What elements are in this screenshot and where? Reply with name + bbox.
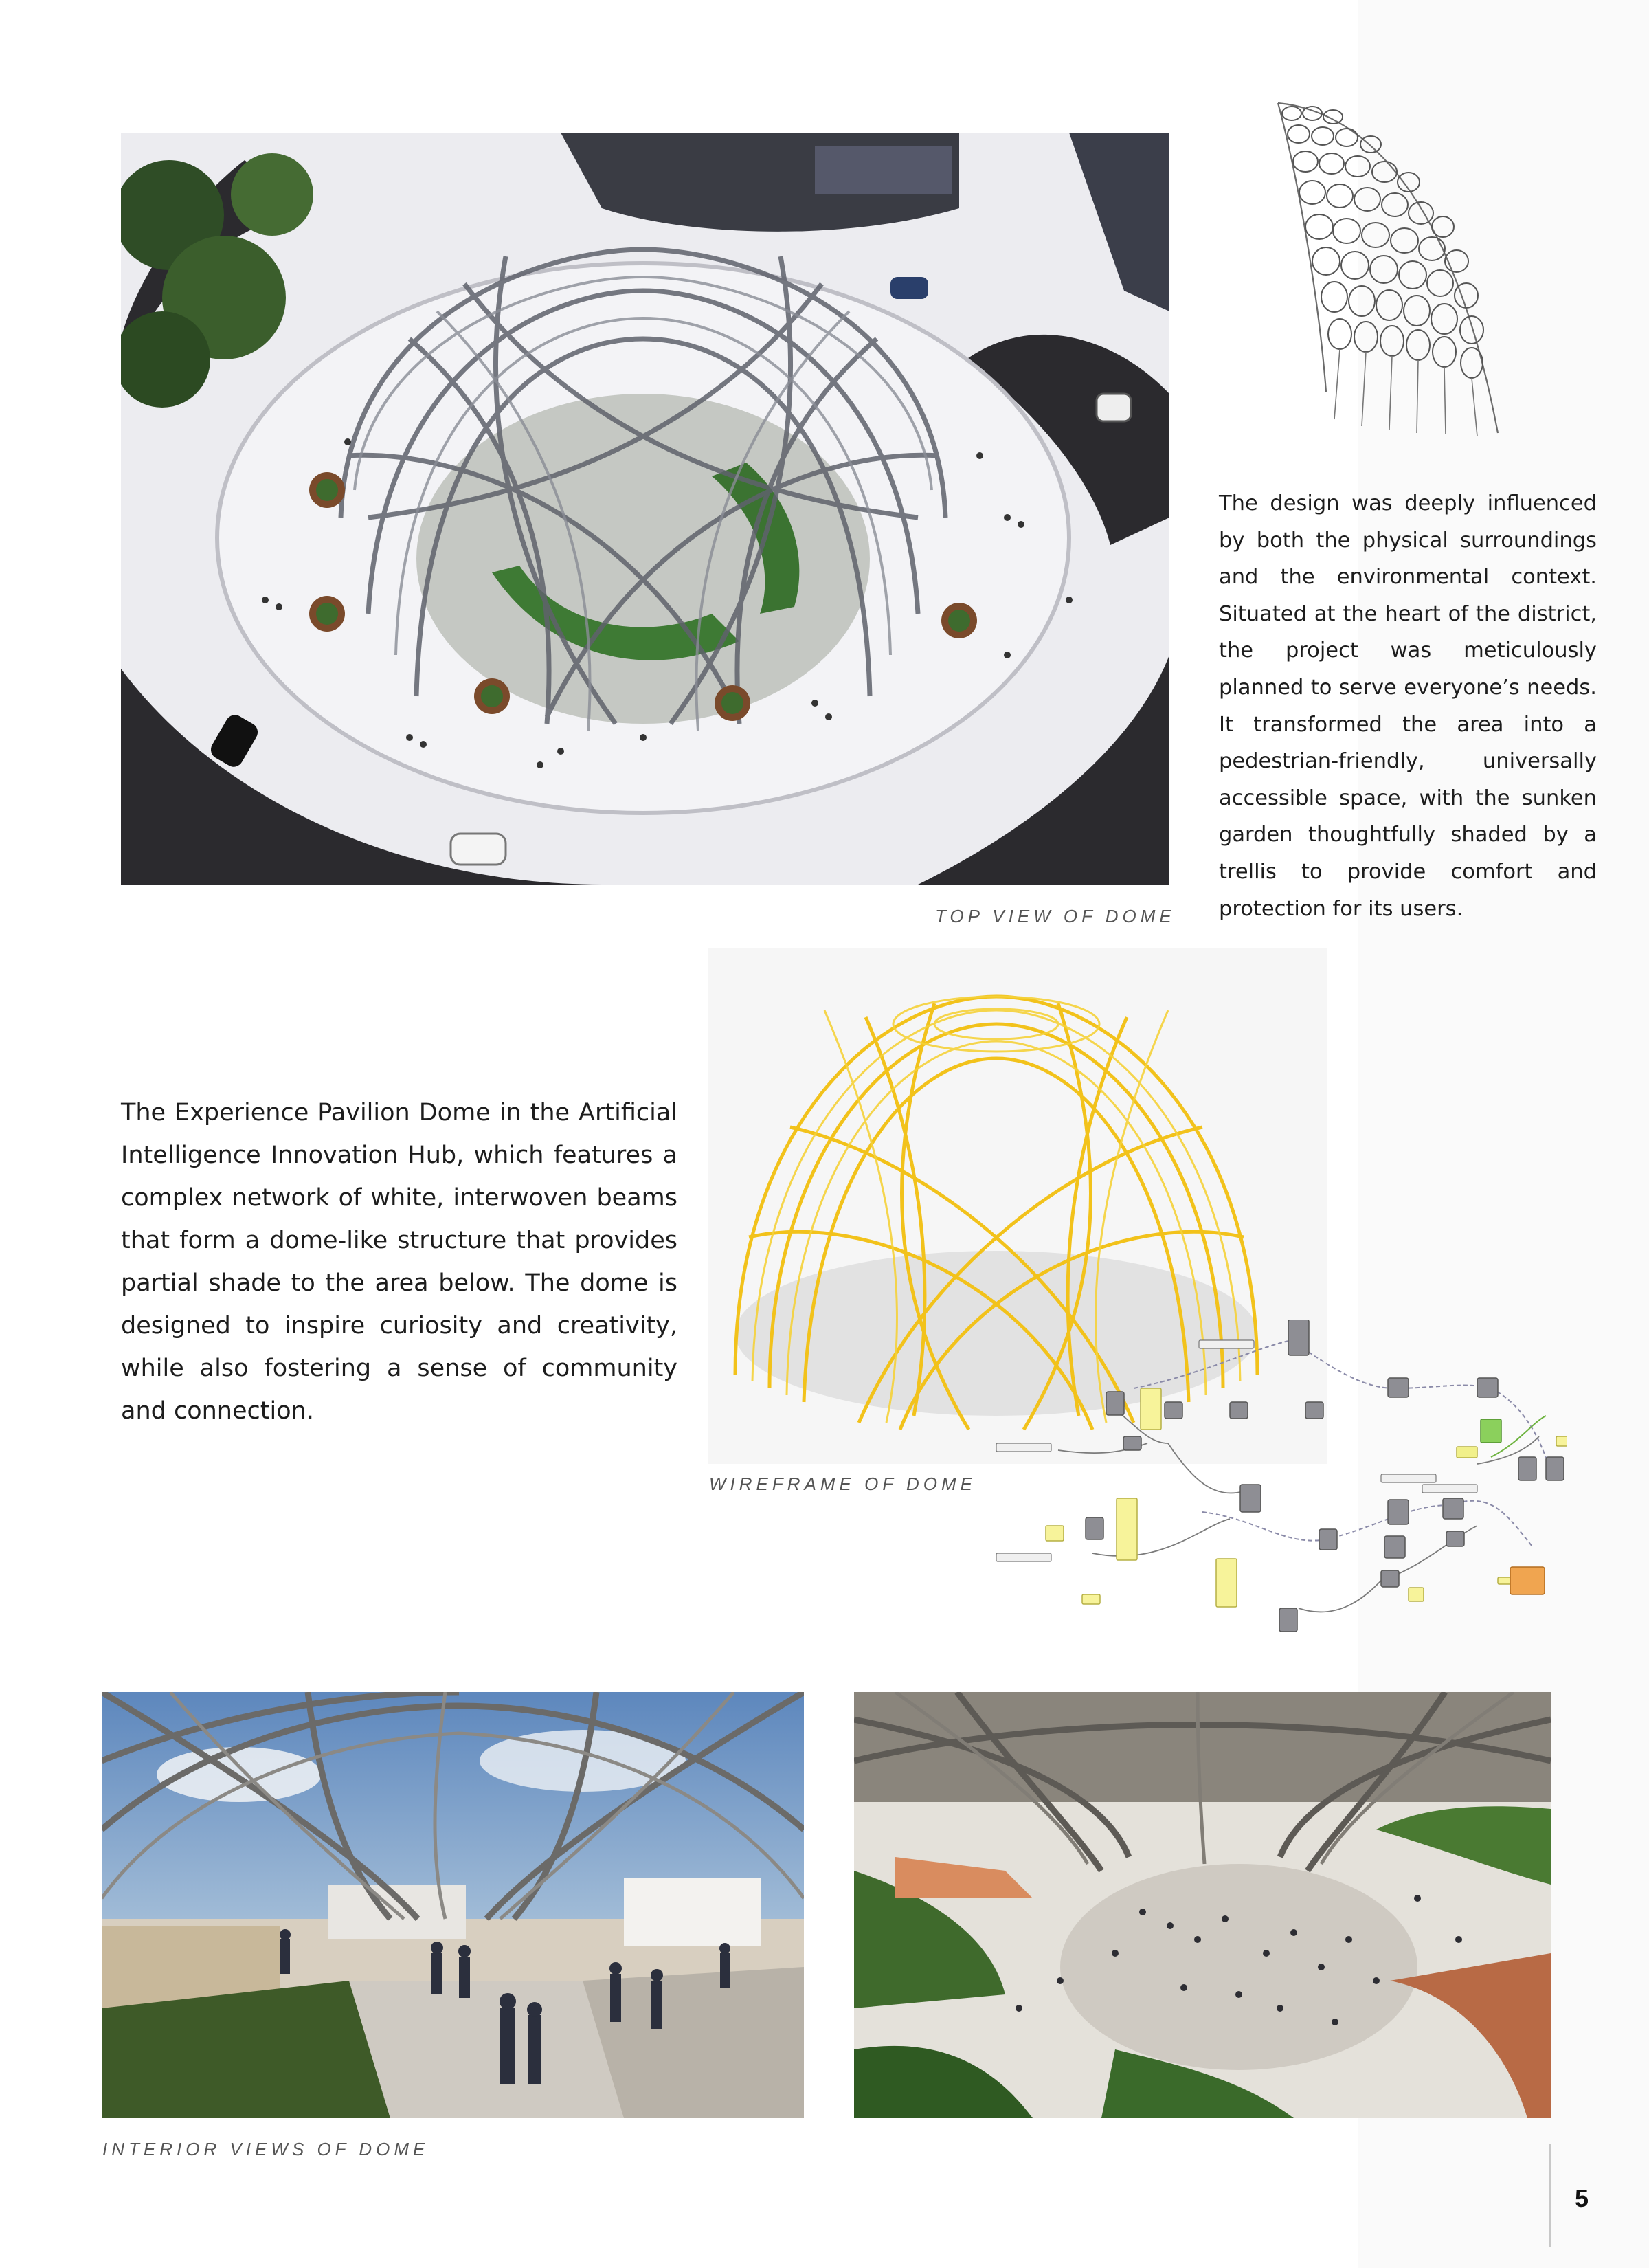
dome-description: The Experience Pavilion Dome in the Artificial Intelligence Innovation Hub, which features a complex network of white, interwoven beams that form a dome-like structure that provides partial shade to the area below. The dome is designed to inspire curiosity and creativity, while also fostering a sense of community and connection.: [121, 1099, 677, 1425]
interior-left-image: [102, 1692, 804, 2118]
top-view-caption: TOP VIEW OF DOME: [935, 906, 1176, 926]
dome-sketch-image: [1271, 96, 1525, 440]
wireframe-caption: WIREFRAME OF DOME: [709, 1474, 976, 1494]
node-graph-image: [996, 1320, 1567, 1643]
page-number-divider: [1549, 2144, 1551, 2247]
context-description: The design was deeply influenced by both the physical surroundings and the environmental context. Situated at the heart of the district, the project was meticulously planned to serve everyone’s needs. It transformed the area into a pedestrian-friendly, universally accessible space, with the sunken garden thoughtfully shaded by a trellis to provide comfort and protection for its users.: [1219, 491, 1597, 921]
page-number: 5: [1575, 2184, 1589, 2212]
interior-caption: INTERIOR VIEWS OF DOME: [102, 2139, 429, 2159]
top-view-image: [121, 133, 1169, 885]
interior-right-image: [854, 1692, 1551, 2118]
